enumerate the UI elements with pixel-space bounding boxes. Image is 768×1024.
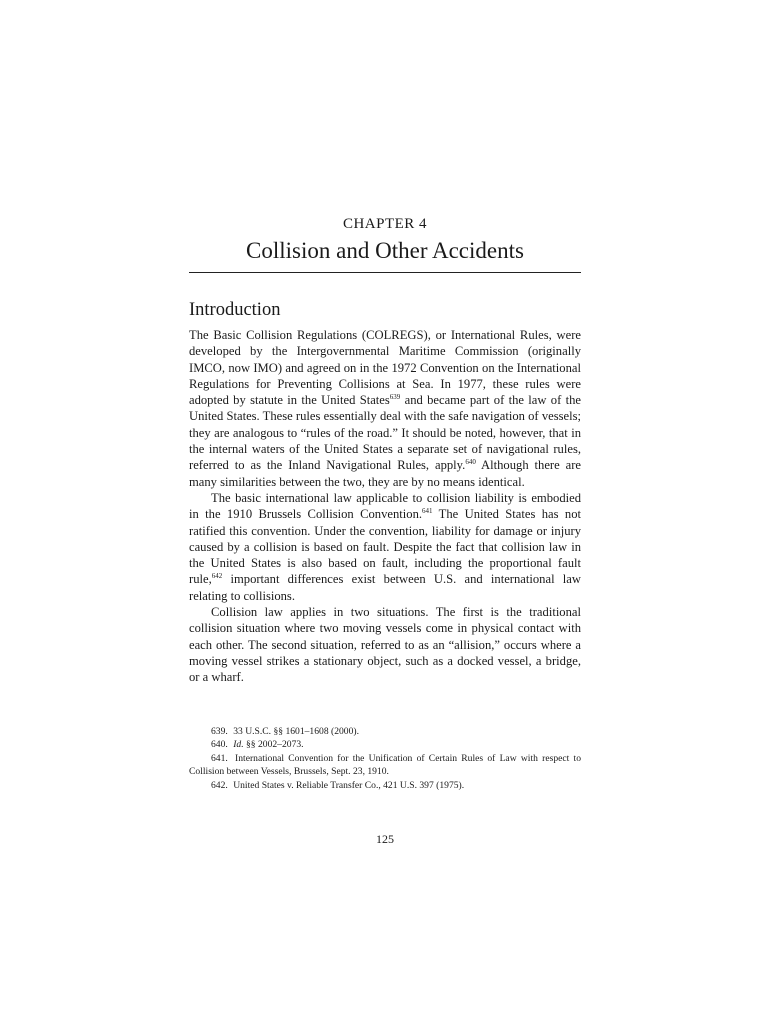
paragraph: [189, 604, 581, 685]
paragraph-text: The basic international law applicable to collision liability is embodied in the 1910 Brussels Collision Convention.: [189, 490, 581, 522]
footnote-number: 642.: [211, 779, 228, 791]
paragraph: [189, 327, 581, 490]
footnote-text: 33 U.S.C. §§ 1601–1608 (2000).: [233, 726, 359, 737]
footnote-text: United States v. Reliable Transfer Co., 421 U.S. 397 (1975).: [233, 779, 465, 791]
footnote-ref: 642: [211, 572, 223, 581]
footnote-ref: 640: [465, 458, 476, 467]
paragraph: [189, 490, 581, 604]
footnote-text: International Convention for the Unification of Certain Rules of Law with respect to Collision between Vessels, Brussels, Sept. 23, 1910.: [189, 752, 581, 778]
footnote: [189, 738, 581, 751]
chapter-title: Collision and Other Accidents: [246, 238, 524, 263]
footnote: [189, 752, 581, 779]
footnote-italic: Id.: [233, 739, 244, 751]
footnote-ref: 641: [422, 507, 433, 516]
footnote-ref: 639: [389, 393, 401, 401]
footnote-number: 641.: [211, 752, 228, 764]
footnotes: [189, 725, 581, 792]
paragraph-text: important differences exist between U.S. and international law relating to collisions.: [189, 572, 581, 603]
footnote-text: §§ 2002–2073.: [243, 739, 304, 751]
paragraph-text: Collision law applies in two situations. The first is the traditional collision situation where two moving vessels come in physical contact with each other. The second situation, referred to as an “allision,” occurs where a moving vessel strikes a stationary object, such as a docked vessel, a bridge, or a wharf.: [189, 605, 581, 685]
paragraph-text: The Basic Collision Regulations (COLREGS), or International Rules, were developed by the Intergovernmental Maritime Commission (originally IMCO, now IMO) and agreed on in the 1972 Convention on the International Regulations for Preventing Collisions at Sea. In 1977, these rules were adopted by statute in the United States: [189, 328, 581, 408]
paragraph-text: The United States has not ratified this convention. Under the convention, liability for damage or injury caused by a collision is based on fault. Despite the fact that collision law in the United States is also based on fault, including the proportional fault rule,: [189, 507, 581, 587]
footnote: [189, 725, 581, 738]
paragraph-text: Although there are many similarities between the two, they are by no means identical.: [189, 458, 581, 489]
page-number: 125: [376, 832, 394, 846]
book-page: [189, 0, 581, 1024]
paragraph-text: and became part of the law of the United States. These rules essentially deal with the safe navigation of vessels; they are analogous to “rules of the road.” It should be noted, however, that in the internal waters of the United States a separate set of navigational rules, referred to as the Inland Navigational Rules, apply.: [189, 393, 582, 473]
footnote-number: 640.: [211, 739, 228, 751]
footnote-number: 639.: [211, 726, 228, 737]
footnote: [189, 779, 581, 792]
body-text: [189, 327, 581, 686]
title-divider: [189, 272, 581, 273]
section-heading: Introduction: [189, 300, 281, 320]
chapter-label: CHAPTER 4: [342, 216, 428, 232]
